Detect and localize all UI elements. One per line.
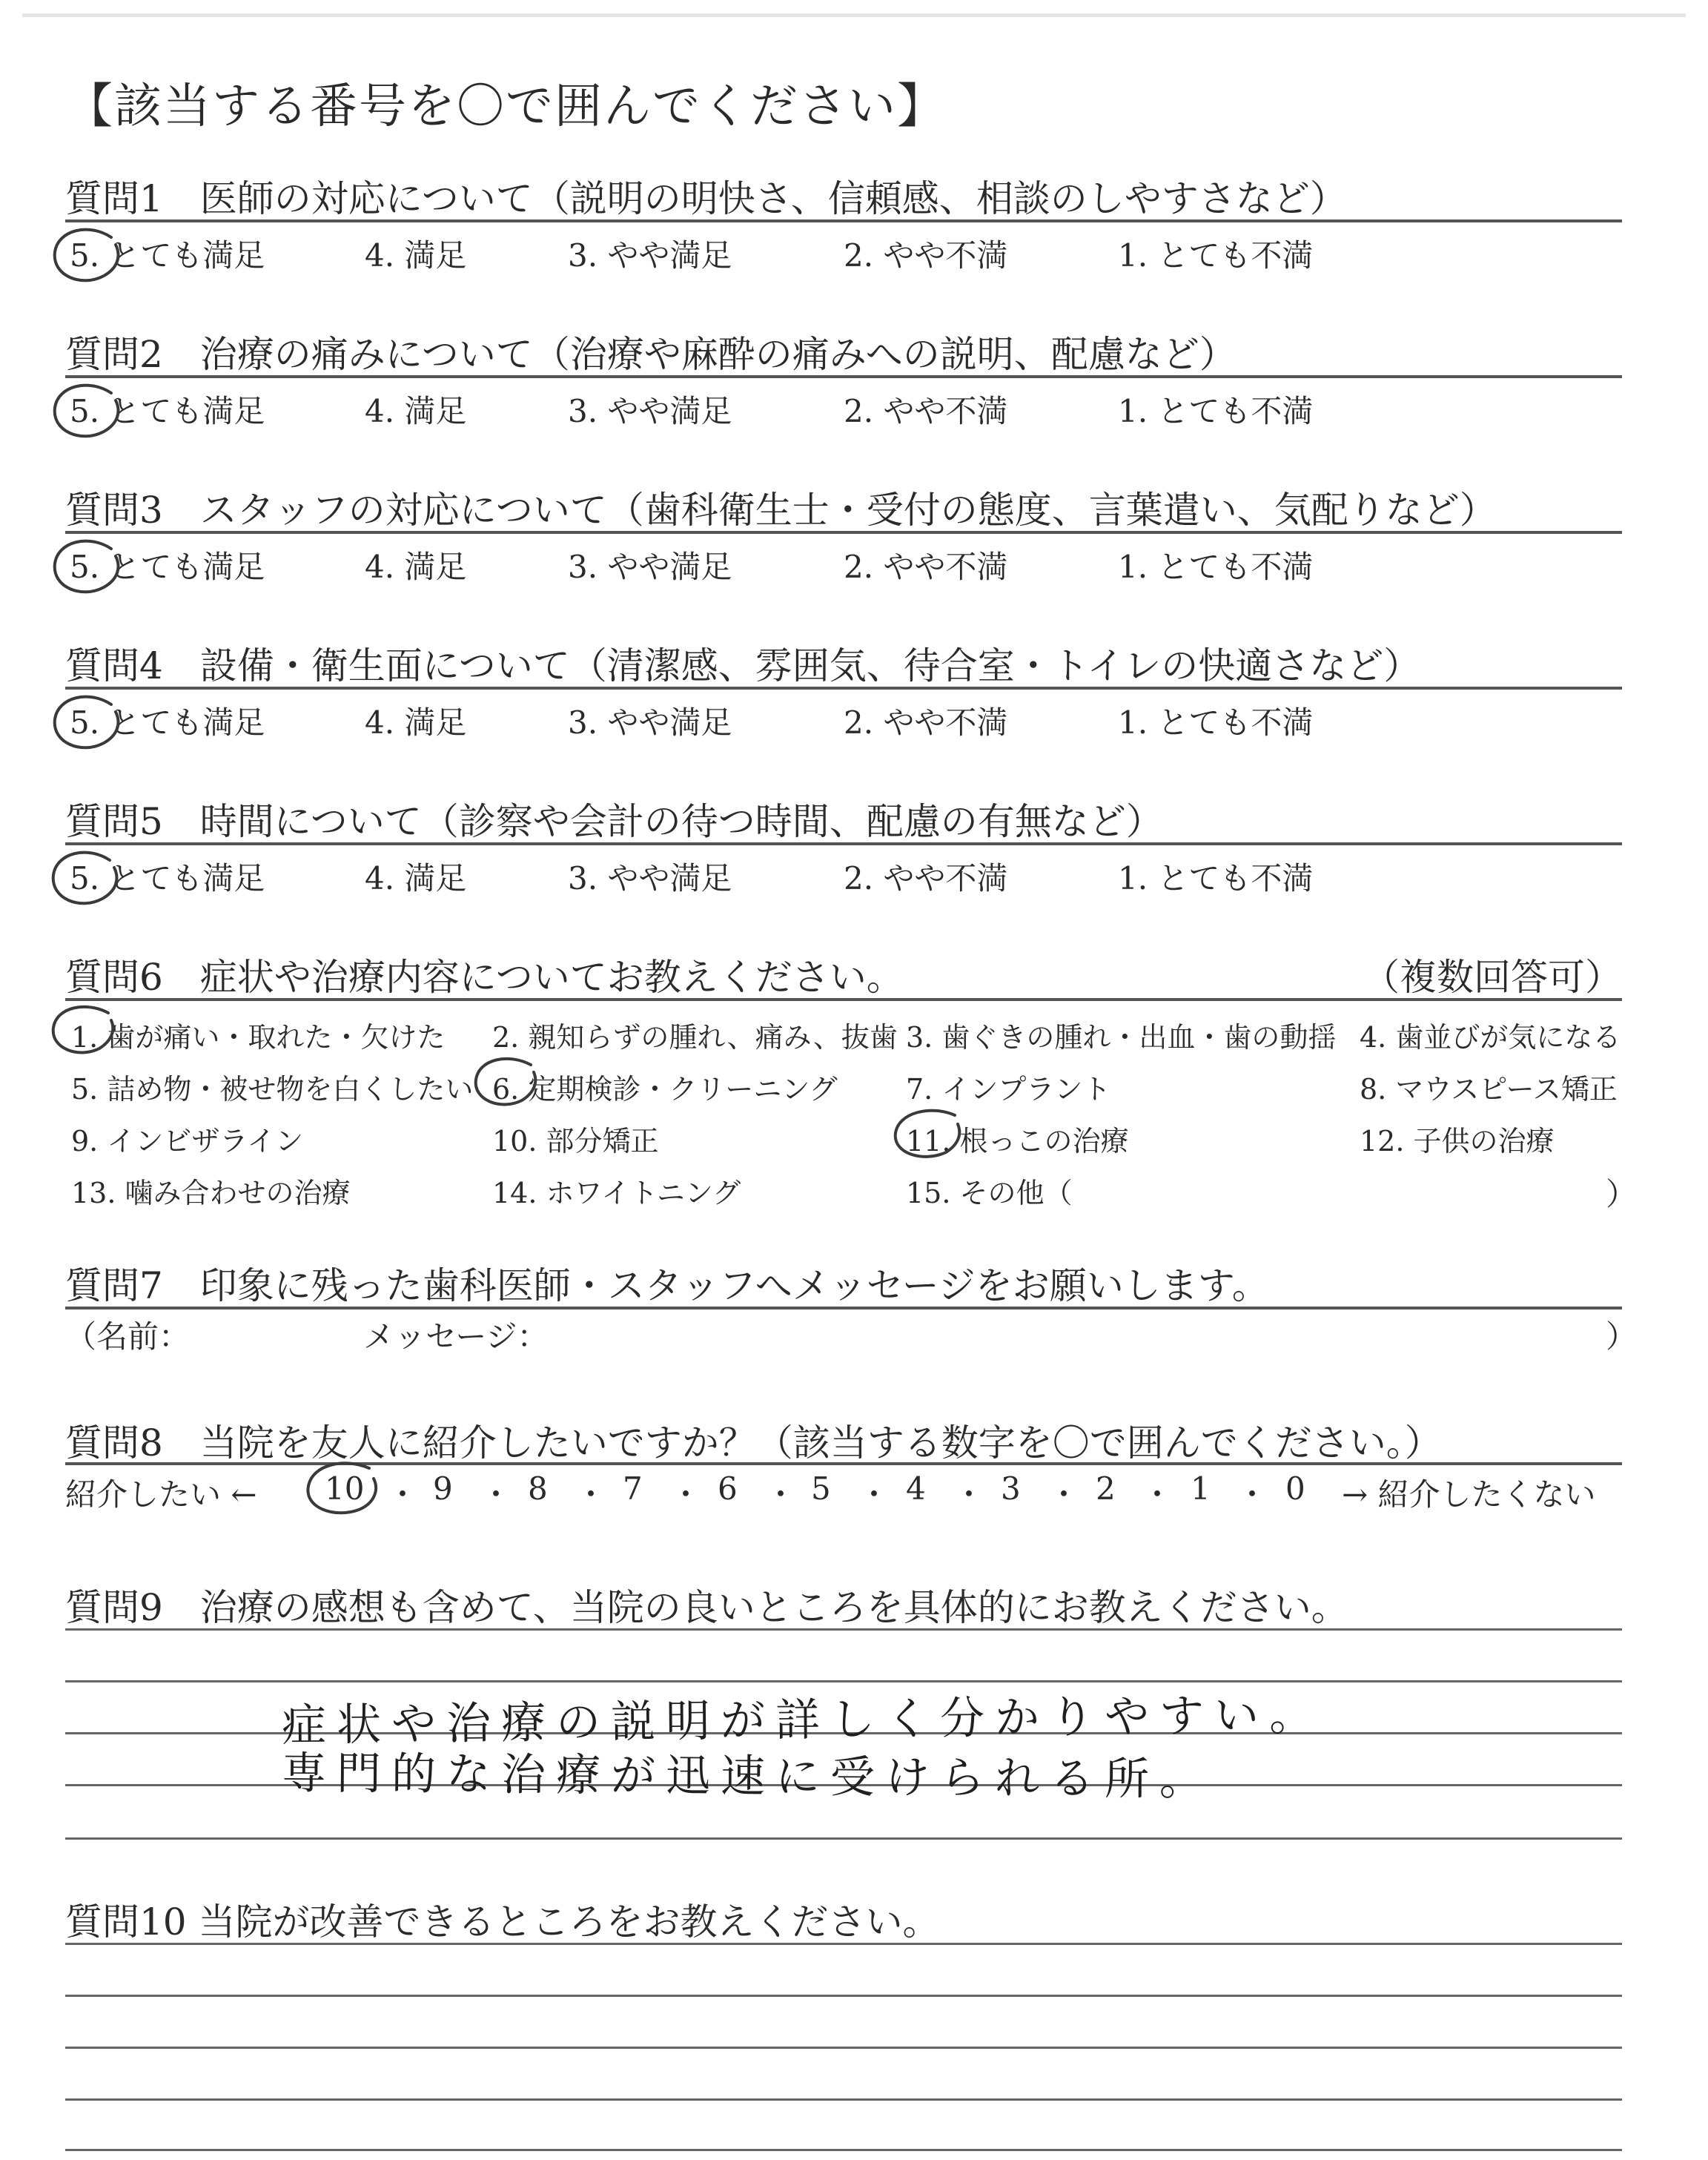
q1-option-2[interactable]: 2. やや不満 bbox=[844, 237, 1008, 274]
q3-option-2[interactable]: 2. やや不満 bbox=[844, 549, 1008, 585]
q6-option-12[interactable]: 12. 子供の治療 bbox=[1360, 1125, 1555, 1157]
q6-other-close-paren: ） bbox=[1606, 1176, 1638, 1212]
q5-rule bbox=[65, 842, 1622, 845]
q7-rule bbox=[65, 1307, 1622, 1309]
q5-option-5[interactable]: 5. とても満足 bbox=[70, 860, 265, 896]
q8-separator: ・ bbox=[387, 1476, 419, 1513]
q8-separator: ・ bbox=[765, 1476, 797, 1513]
q6-option-14[interactable]: 14. ホワイトニング bbox=[492, 1177, 741, 1209]
q4-option-4[interactable]: 4. 満足 bbox=[365, 704, 467, 741]
q8-scale-6[interactable]: 6 bbox=[718, 1470, 738, 1507]
q8-separator: ・ bbox=[1048, 1476, 1080, 1513]
q9-handwritten-answer-line-1: 症状や治療の説明が詳しく分かりやすい。 bbox=[281, 1688, 1325, 1752]
q1-option-1[interactable]: 1. とても不満 bbox=[1118, 237, 1314, 274]
q6-option-1[interactable]: 1. 歯が痛い・取れた・欠けた bbox=[71, 1021, 446, 1054]
q2-option-5[interactable]: 5. とても満足 bbox=[70, 393, 265, 429]
q8-scale-4[interactable]: 4 bbox=[906, 1470, 926, 1507]
q8-scale-9[interactable]: 9 bbox=[433, 1470, 453, 1507]
q8-separator: ・ bbox=[670, 1476, 702, 1513]
q3-option-1[interactable]: 1. とても不満 bbox=[1118, 549, 1314, 585]
q7-close-paren: ） bbox=[1606, 1318, 1638, 1355]
q1-rule bbox=[65, 219, 1622, 222]
q8-scale-5[interactable]: 5 bbox=[811, 1470, 831, 1507]
q4-option-3[interactable]: 3. やや満足 bbox=[568, 704, 732, 741]
q8-scale-0[interactable]: 0 bbox=[1285, 1470, 1305, 1507]
q2-option-4[interactable]: 4. 満足 bbox=[365, 393, 467, 429]
q8-scale-10[interactable]: 10 bbox=[325, 1470, 365, 1507]
q1-title: 質問1 医師の対応について（説明の明快さ、信頼感、相談のしやすさなど） bbox=[65, 177, 1347, 220]
q1-option-3[interactable]: 3. やや満足 bbox=[568, 237, 732, 274]
page-top-edge bbox=[22, 13, 1686, 17]
q9-line-5 bbox=[65, 1837, 1622, 1840]
q8-separator: ・ bbox=[575, 1476, 607, 1513]
q1-option-5[interactable]: 5. とても満足 bbox=[70, 237, 265, 274]
q3-options bbox=[65, 543, 1622, 587]
q7-message-label: メッセージ： bbox=[363, 1318, 549, 1355]
q8-scale-3[interactable]: 3 bbox=[1001, 1470, 1021, 1507]
q8-rule bbox=[65, 1462, 1622, 1465]
q10-line-1 bbox=[65, 1943, 1622, 1945]
q7-name-label: （名前： bbox=[65, 1318, 191, 1355]
q8-separator: ・ bbox=[858, 1476, 890, 1513]
q9-handwritten-answer-line-2: 専門的な治療が迅速に受けられる所。 bbox=[281, 1747, 1215, 1806]
q6-option-15[interactable]: 15. その他（ bbox=[906, 1177, 1073, 1209]
q4-options bbox=[65, 698, 1622, 743]
q6-option-8[interactable]: 8. マウスピース矯正 bbox=[1360, 1073, 1618, 1106]
q2-options bbox=[65, 387, 1622, 432]
instruction-header: 【該当する番号を〇で囲んでください】 bbox=[65, 79, 946, 134]
q8-title: 質問8 当院を友人に紹介したいですか？（該当する数字を〇で囲んでください。） bbox=[65, 1421, 1442, 1464]
q8-scale-8[interactable]: 8 bbox=[528, 1470, 548, 1507]
q9-line-2 bbox=[65, 1680, 1622, 1682]
q6-option-13[interactable]: 13. 噛み合わせの治療 bbox=[71, 1177, 351, 1209]
q9-line-1 bbox=[65, 1628, 1622, 1631]
q6-option-2[interactable]: 2. 親知らずの腫れ、痛み、抜歯 bbox=[492, 1021, 898, 1054]
q6-option-7[interactable]: 7. インプラント bbox=[906, 1073, 1111, 1106]
q1-option-4[interactable]: 4. 満足 bbox=[365, 237, 467, 274]
q4-option-2[interactable]: 2. やや不満 bbox=[844, 704, 1008, 741]
q6-option-6[interactable]: 6. 定期検診・クリーニング bbox=[492, 1073, 838, 1106]
q10-line-5 bbox=[65, 2149, 1622, 2151]
q8-separator: ・ bbox=[1237, 1476, 1268, 1513]
q8-separator: ・ bbox=[953, 1476, 985, 1513]
q3-option-5[interactable]: 5. とても満足 bbox=[70, 549, 265, 585]
q10-line-2 bbox=[65, 1995, 1622, 1997]
q7-title: 質問7 印象に残った歯科医師・スタッフへメッセージをお願いします。 bbox=[65, 1264, 1269, 1307]
q3-option-3[interactable]: 3. やや満足 bbox=[568, 549, 732, 585]
q8-right-label: → 紹介したくない bbox=[1342, 1476, 1596, 1513]
q4-rule bbox=[65, 687, 1622, 690]
q2-option-3[interactable]: 3. やや満足 bbox=[568, 393, 732, 429]
q8-separator: ・ bbox=[1142, 1476, 1174, 1513]
q4-option-1[interactable]: 1. とても不満 bbox=[1118, 704, 1314, 741]
q5-option-1[interactable]: 1. とても不満 bbox=[1118, 860, 1314, 896]
q9-title: 質問9 治療の感想も含めて、当院の良いところを具体的にお教えください。 bbox=[65, 1586, 1348, 1629]
q5-options bbox=[65, 854, 1622, 899]
q4-option-5[interactable]: 5. とても満足 bbox=[70, 704, 265, 741]
q6-option-4[interactable]: 4. 歯並びが気になる bbox=[1360, 1021, 1621, 1054]
q1-options bbox=[65, 231, 1622, 276]
q6-option-11[interactable]: 11. 根っこの治療 bbox=[906, 1125, 1129, 1157]
q8-separator: ・ bbox=[480, 1476, 512, 1513]
q5-option-4[interactable]: 4. 満足 bbox=[365, 860, 467, 896]
q5-option-3[interactable]: 3. やや満足 bbox=[568, 860, 732, 896]
q5-option-2[interactable]: 2. やや不満 bbox=[844, 860, 1008, 896]
q3-rule bbox=[65, 531, 1622, 534]
q2-title: 質問2 治療の痛みについて（治療や麻酔の痛みへの説明、配慮など） bbox=[65, 333, 1237, 376]
q2-option-1[interactable]: 1. とても不満 bbox=[1118, 393, 1314, 429]
q3-title: 質問3 スタッフの対応について（歯科衛生士・受付の態度、言葉遣い、気配りなど） bbox=[65, 489, 1497, 532]
q8-scale-2[interactable]: 2 bbox=[1096, 1470, 1116, 1507]
q6-option-5[interactable]: 5. 詰め物・被せ物を白くしたい bbox=[71, 1073, 474, 1106]
q10-line-4 bbox=[65, 2098, 1622, 2101]
q2-rule bbox=[65, 375, 1622, 378]
q4-title: 質問4 設備・衛生面について（清潔感、雰囲気、待合室・トイレの快適さなど） bbox=[65, 644, 1421, 687]
q2-option-2[interactable]: 2. やや不満 bbox=[844, 393, 1008, 429]
q6-multiple-answers-note: （複数回答可） bbox=[1363, 956, 1622, 999]
q6-rule bbox=[65, 998, 1622, 1001]
q6-option-3[interactable]: 3. 歯ぐきの腫れ・出血・歯の動揺 bbox=[906, 1021, 1337, 1054]
q6-title: 質問6 症状や治療内容についてお教えください。 bbox=[65, 956, 904, 999]
q3-option-4[interactable]: 4. 満足 bbox=[365, 549, 467, 585]
q10-title: 質問10 当院が改善できるところをお教えください。 bbox=[65, 1900, 940, 1943]
q5-title: 質問5 時間について（診察や会計の待つ時間、配慮の有無など） bbox=[65, 800, 1163, 843]
q6-option-10[interactable]: 10. 部分矯正 bbox=[492, 1125, 659, 1157]
q6-option-9[interactable]: 9. インビザライン bbox=[71, 1125, 304, 1157]
q10-line-3 bbox=[65, 2047, 1622, 2049]
q8-scale-1[interactable]: 1 bbox=[1191, 1470, 1211, 1507]
q8-scale-7[interactable]: 7 bbox=[623, 1470, 643, 1507]
q8-left-label: 紹介したい ← bbox=[65, 1476, 257, 1513]
